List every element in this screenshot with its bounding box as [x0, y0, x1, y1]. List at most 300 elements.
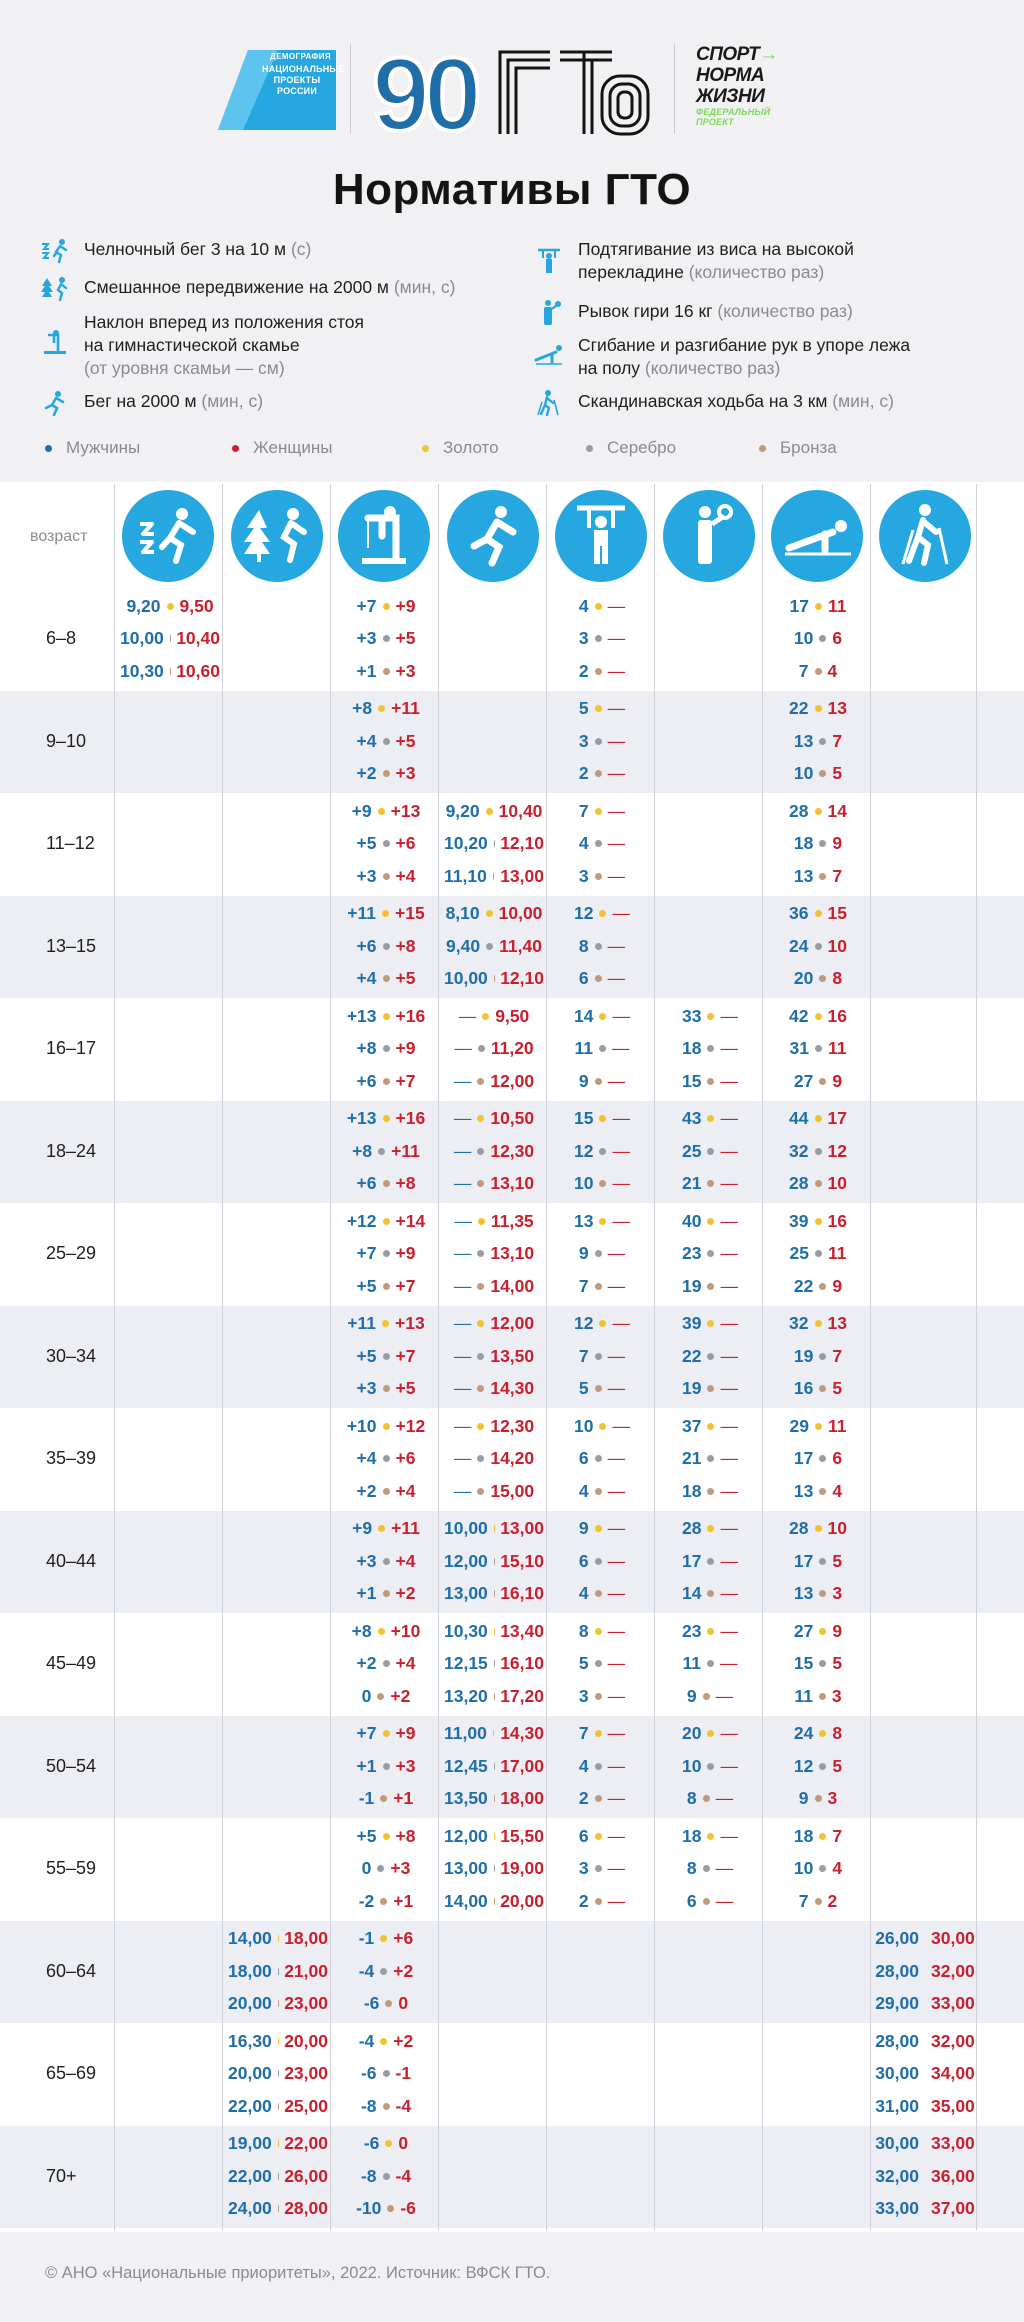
norm-cell-mixed [228, 2090, 328, 2122]
norm-cell-pushup [768, 930, 868, 962]
medal-dot-icon [383, 975, 390, 982]
logo-separator-2 [674, 44, 675, 134]
norm-cell-bend [336, 623, 436, 655]
norm-cell-bend [336, 1955, 436, 1987]
women-value: 7 [832, 865, 843, 886]
men-value: — [458, 1005, 477, 1026]
men-value: — [453, 1070, 472, 1091]
men-value: +1 [356, 1583, 377, 1603]
norm-cell-pullup [552, 1238, 652, 1270]
medal-dot-icon [815, 1525, 822, 1532]
women-value: +3 [390, 1858, 411, 1878]
women-value: — [612, 1005, 630, 1026]
norm-cell-pushup [768, 1340, 868, 1372]
medal-dot-icon [815, 1250, 822, 1257]
women-value: +9 [395, 595, 416, 616]
men-value: -8 [360, 2095, 377, 2116]
norm-cell-run [444, 1853, 544, 1885]
men-value: 30,00 [875, 2063, 919, 2083]
norm-cell-run [444, 1340, 544, 1372]
men-value: 4 [578, 1755, 589, 1776]
norm-cell-bend [336, 1103, 436, 1135]
men-value: 24 [789, 935, 809, 956]
medal-dot-icon [819, 1353, 826, 1360]
men-value: +5 [356, 1825, 377, 1846]
medal-dot-icon [383, 635, 390, 642]
medal-dot-icon [383, 1385, 390, 1392]
column-divider [546, 484, 547, 2230]
women-value: 16 [827, 1210, 847, 1231]
norm-cell-pushup [768, 655, 868, 687]
pushup-icon [771, 490, 863, 582]
women-value: — [607, 1723, 626, 1743]
norm-cell-pullup [552, 1205, 652, 1237]
medal-dot-icon [477, 1423, 484, 1430]
norm-cell-run [444, 1000, 544, 1032]
men-value: 18 [682, 1825, 702, 1846]
medal-dot-icon [703, 1693, 710, 1700]
norm-cell-bend [336, 590, 436, 622]
medal-dot-icon [477, 1078, 484, 1085]
norm-cell-bend [336, 1033, 436, 1065]
medal-dot-icon [707, 1148, 714, 1155]
women-value: 13,10 [490, 1173, 535, 1193]
norm-cell-pushup [768, 1410, 868, 1442]
men-value: 14 [682, 1583, 702, 1603]
women-value: — [607, 1825, 626, 1846]
women-value: +7 [395, 1070, 416, 1091]
norm-cell-pullup [552, 1853, 652, 1885]
medal-dot-icon [378, 1148, 385, 1155]
women-value: 14 [827, 800, 847, 821]
medal-dot-icon [477, 1148, 484, 1155]
men-value: 23 [682, 1620, 702, 1641]
medal-dot-icon [383, 1250, 390, 1257]
dot-legend [45, 438, 1005, 462]
norm-cell-pushup [768, 1680, 868, 1712]
women-value: — [607, 1788, 626, 1808]
norm-cell-bend [336, 930, 436, 962]
norm-cell-pushup [768, 590, 868, 622]
norm-cell-kettlebell [660, 1033, 760, 1065]
medal-dot-icon [707, 1590, 714, 1597]
medal-dot-icon [595, 603, 602, 610]
medal-dot-icon [380, 1935, 387, 1942]
norm-cell-run [444, 860, 544, 892]
women-value: — [720, 1583, 738, 1603]
men-value: +6 [356, 1173, 377, 1193]
men-value: 7 [578, 1275, 589, 1296]
women-value: +10 [390, 1620, 421, 1641]
men-value: 4 [578, 595, 589, 616]
men-value: 29,00 [875, 1993, 919, 2013]
medal-dot-icon [815, 1423, 822, 1430]
norm-cell-mixed [228, 2128, 328, 2160]
men-value: — [453, 1378, 472, 1398]
norm-cell-bend [336, 1340, 436, 1372]
age-group-label: 50–54 [46, 1755, 97, 1776]
men-value: 2 [578, 763, 589, 783]
men-value: 33 [682, 1005, 702, 1026]
column-divider [976, 484, 977, 2230]
norm-cell-run [444, 1443, 544, 1475]
medal-dot-icon [815, 603, 822, 610]
norm-cell-pullup [552, 1783, 652, 1815]
women-value: 9 [832, 833, 843, 853]
women-value: — [607, 1448, 626, 1468]
women-value: — [720, 1378, 738, 1398]
medal-dot-icon [382, 1320, 389, 1327]
women-value: 10 [827, 1173, 847, 1193]
norm-cell-bend [336, 860, 436, 892]
men-value: 6 [578, 1448, 589, 1468]
men-value: 12 [793, 1755, 814, 1776]
silver-dot-icon [586, 445, 593, 452]
norm-cell-pushup [768, 1475, 868, 1507]
medal-dot-icon [486, 943, 493, 950]
norm-cell-bend [336, 1648, 436, 1680]
medal-dot-icon [477, 1385, 484, 1392]
women-value: 11 [827, 1243, 847, 1263]
women-value: 10,00 [498, 903, 543, 923]
men-value: — [454, 1210, 472, 1231]
medal-dot-icon [819, 1488, 826, 1495]
men-value: 10 [793, 763, 814, 783]
men-value: 4 [578, 1480, 589, 1501]
women-value: — [607, 660, 626, 681]
women-value: — [612, 1108, 630, 1128]
norm-cell-pullup [552, 623, 652, 655]
medal-dot-icon [383, 1353, 390, 1360]
norm-cell-bend [336, 898, 436, 930]
women-value: 12,10 [500, 968, 544, 988]
medal-dot-icon [385, 2140, 392, 2147]
medal-dot-icon [595, 705, 602, 712]
women-value: — [607, 1583, 626, 1603]
men-value: — [454, 1038, 472, 1058]
norm-cell-pushup [768, 1135, 868, 1167]
medal-dot-icon [383, 1180, 390, 1187]
norm-cell-pullup [552, 1578, 652, 1610]
medal-dot-icon [707, 1455, 714, 1462]
medal-dot-icon [383, 943, 390, 950]
women-value: 23,00 [284, 1993, 328, 2013]
men-value: 12,00 [444, 1550, 488, 1571]
men-value: 23 [682, 1243, 702, 1263]
norm-cell-kettlebell [660, 1615, 760, 1647]
norm-cell-mixed [228, 1955, 328, 1987]
medal-dot-icon [380, 1898, 387, 1905]
column-divider [330, 484, 331, 2230]
norm-cell-nordic [876, 1988, 974, 2020]
medal-dot-icon [595, 1763, 602, 1770]
norm-cell-run [444, 1308, 544, 1340]
men-value: 9 [578, 1070, 589, 1091]
medal-dot-icon [815, 1218, 822, 1225]
norm-cell-kettlebell [660, 1238, 760, 1270]
women-value: +1 [393, 1788, 414, 1808]
medal-dot-icon [815, 1115, 822, 1122]
norm-cell-run [444, 1238, 544, 1270]
norm-cell-pullup [552, 1308, 652, 1340]
women-value: -1 [395, 2063, 412, 2083]
women-value: 7 [832, 1825, 843, 1846]
women-value: 13,10 [490, 1243, 535, 1263]
medal-dot-icon [595, 1660, 602, 1667]
women-value: +5 [395, 968, 416, 988]
men-value: 12 [574, 1140, 594, 1161]
women-value: — [607, 1243, 626, 1263]
norm-cell-bend [336, 1205, 436, 1237]
women-value: +9 [395, 1723, 416, 1743]
norm-cell-pullup [552, 1718, 652, 1750]
medal-dot-icon [707, 1283, 714, 1290]
medal-dot-icon [599, 910, 606, 917]
women-value: — [720, 1345, 738, 1366]
men-value: 9 [798, 1788, 809, 1808]
women-value: +4 [395, 1653, 416, 1673]
men-value: 37 [682, 1415, 702, 1436]
medal-dot-icon [595, 1353, 602, 1360]
men-value: 5 [578, 1653, 589, 1673]
medal-dot-icon [707, 1488, 714, 1495]
women-value: 15,00 [490, 1480, 535, 1501]
medal-dot-icon [382, 910, 389, 917]
age-group-label: 65–69 [46, 2063, 97, 2084]
men-value: +12 [346, 1210, 377, 1231]
norm-cell-pullup [552, 1033, 652, 1065]
men-value: 27 [793, 1620, 814, 1641]
women-value: 17,20 [500, 1685, 544, 1706]
run-icon [40, 390, 70, 416]
women-value: +4 [395, 1480, 416, 1501]
medal-dot-icon [707, 1558, 714, 1565]
medal-dot-icon [815, 808, 822, 815]
age-group-label: 13–15 [46, 935, 97, 956]
women-value: 33,00 [931, 1993, 975, 2013]
women-value: +12 [395, 1415, 426, 1436]
medal-dot-icon [819, 1660, 826, 1667]
men-value: +8 [351, 1620, 372, 1641]
men-value: 29 [789, 1415, 809, 1436]
women-value: +4 [395, 865, 416, 886]
norm-cell-kettlebell [660, 1680, 760, 1712]
men-value: 12,15 [444, 1653, 488, 1673]
norm-cell-bend [336, 1988, 436, 2020]
norm-cell-bend [336, 1443, 436, 1475]
women-value: 9,50 [179, 595, 214, 616]
men-value: 11,10 [444, 865, 487, 886]
medal-dot-icon [707, 1525, 714, 1532]
norm-cell-bend [336, 725, 436, 757]
men-value: — [453, 1313, 472, 1333]
exercise-legend [40, 238, 1000, 428]
age-group-label: 70+ [46, 2165, 77, 2186]
medal-dot-icon [707, 1250, 714, 1257]
medal-dot-icon [703, 1898, 710, 1905]
women-value: +2 [390, 1685, 411, 1706]
women-value: — [720, 1275, 738, 1296]
medal-dot-icon [383, 1660, 390, 1667]
women-value: 18,00 [500, 1788, 544, 1808]
medal-dot-icon [380, 1968, 387, 1975]
men-value: 20,00 [228, 1993, 272, 2013]
medal-dot-icon [383, 1730, 390, 1737]
norm-cell-pushup [768, 1853, 868, 1885]
medal-dot-icon [707, 1353, 714, 1360]
men-value: 11 [682, 1653, 701, 1673]
women-value: — [607, 763, 626, 783]
men-value: 14,00 [444, 1890, 488, 1911]
header [0, 0, 1024, 230]
medal-dot-icon [707, 1115, 714, 1122]
norm-cell-nordic [876, 1923, 974, 1955]
age-group-label: 9–10 [46, 730, 87, 751]
medal-dot-icon [707, 1763, 714, 1770]
legend-bronze: Бронза [759, 438, 837, 458]
women-value: 9 [832, 1275, 843, 1296]
medal-dot-icon [595, 668, 602, 675]
men-value: 10,00 [444, 1518, 488, 1538]
men-value: +6 [356, 935, 377, 956]
medal-dot-icon [383, 738, 390, 745]
norm-cell-kettlebell [660, 1853, 760, 1885]
medal-dot-icon [707, 1628, 714, 1635]
norm-cell-bend [336, 1065, 436, 1097]
women-value: — [612, 1415, 630, 1436]
men-value: +11 [347, 1313, 377, 1333]
norm-cell-bend [336, 2160, 436, 2192]
men-value: 17 [793, 1448, 814, 1468]
men-value: 36 [789, 903, 809, 923]
women-value: — [607, 1858, 626, 1878]
women-value: — [715, 1858, 734, 1878]
women-value: — [720, 1313, 738, 1333]
norm-cell-pushup [768, 1443, 868, 1475]
age-group-label: 6–8 [46, 628, 77, 649]
women-value: 5 [832, 763, 843, 783]
men-value: 13 [793, 1480, 814, 1501]
medal-dot-icon [819, 1628, 826, 1635]
medal-dot-icon [819, 1693, 826, 1700]
women-value: +8 [395, 935, 416, 956]
men-value: 20 [682, 1723, 702, 1743]
men-value: 31,00 [875, 2095, 919, 2116]
men-value: +8 [352, 1140, 373, 1161]
men-value: 32,00 [875, 2165, 919, 2186]
norm-cell-bend [336, 795, 436, 827]
men-value: 3 [578, 1858, 589, 1878]
women-value: — [607, 1890, 626, 1911]
shuttle-run-icon [40, 238, 70, 264]
women-value: — [607, 1550, 626, 1571]
men-value: 3 [578, 730, 589, 751]
norm-cell-run [444, 1513, 544, 1545]
men-value: -6 [363, 1993, 380, 2013]
men-value: 22,00 [228, 2165, 272, 2186]
age-group-label: 45–49 [46, 1653, 97, 1674]
men-value: 12 [574, 1313, 594, 1333]
medal-dot-icon [383, 1078, 390, 1085]
women-value: +13 [390, 800, 421, 821]
men-value: +11 [347, 903, 377, 923]
medal-dot-icon [707, 1013, 714, 1020]
norm-cell-bend [336, 1783, 436, 1815]
legend-mixed: Смешанное передвижение на 2000 м (мин, с) [40, 276, 455, 302]
norm-cell-bend [336, 2128, 436, 2160]
norm-cell-pullup [552, 930, 652, 962]
women-value: — [612, 903, 630, 923]
logo-separator [350, 44, 351, 134]
men-value: 11 [794, 1685, 813, 1706]
women-value: 0 [398, 1993, 409, 2013]
norm-cell-bend [336, 2090, 436, 2122]
norm-cell-kettlebell [660, 1750, 760, 1782]
norm-cell-run [444, 1750, 544, 1782]
norm-cell-pullup [552, 1750, 652, 1782]
medal-dot-icon [383, 873, 390, 880]
women-value: — [607, 1685, 626, 1706]
medal-dot-icon [703, 1865, 710, 1872]
men-value: 18 [793, 1825, 814, 1846]
women-value: 10 [827, 935, 847, 956]
men-value: 7 [578, 1345, 589, 1366]
medal-dot-icon [595, 1833, 602, 1840]
women-value: +9 [395, 1038, 416, 1058]
norm-cell-pushup [768, 1648, 868, 1680]
legend-bend: Наклон вперед из положения стоя на гимнастической скамье (от уровня скамьи — см) [40, 311, 364, 380]
women-value: +16 [395, 1108, 426, 1128]
men-value: 40 [682, 1210, 702, 1231]
men-value: 28 [789, 1518, 809, 1538]
norm-cell-pullup [552, 1270, 652, 1302]
medal-dot-icon [815, 1148, 822, 1155]
men-value: -6 [363, 2133, 380, 2153]
column-divider [438, 484, 439, 2230]
medal-dot-icon [815, 705, 822, 712]
women-value: +7 [395, 1345, 416, 1366]
men-value: 13,50 [444, 1788, 488, 1808]
age-column-header: возраст [30, 528, 88, 545]
demography-logo: ДЕМОГРАФИЯ НАЦИОНАЛЬНЫЕ ПРОЕКТЫ РОССИИ [218, 46, 338, 134]
mixed-run-icon [231, 490, 323, 582]
women-value: -4 [395, 2165, 412, 2186]
women-value: 10,50 [490, 1108, 535, 1128]
medal-dot-icon [595, 1283, 602, 1290]
norm-cell-pullup [552, 1000, 652, 1032]
medal-dot-icon [819, 1385, 826, 1392]
men-value: 16 [793, 1378, 814, 1398]
pullup-icon [555, 490, 647, 582]
men-value: 2 [578, 660, 589, 681]
norm-cell-pushup [768, 623, 868, 655]
medal-dot-icon [383, 840, 390, 847]
norm-cell-bend [336, 2058, 436, 2090]
men-value: 39 [682, 1313, 702, 1333]
women-value: 5 [832, 1378, 843, 1398]
men-value: 6 [686, 1890, 697, 1911]
medal-dot-icon [599, 1115, 606, 1122]
men-value: 9 [686, 1685, 697, 1706]
norm-cell-bend [336, 1410, 436, 1442]
women-value: 32,00 [931, 2030, 975, 2051]
women-value: 3 [831, 1685, 842, 1706]
women-value: 13,40 [500, 1620, 544, 1641]
men-value: 7 [798, 660, 809, 681]
men-value: 22 [793, 1275, 814, 1296]
norm-cell-mixed [228, 1988, 328, 2020]
medal-dot-icon [387, 2205, 394, 2212]
